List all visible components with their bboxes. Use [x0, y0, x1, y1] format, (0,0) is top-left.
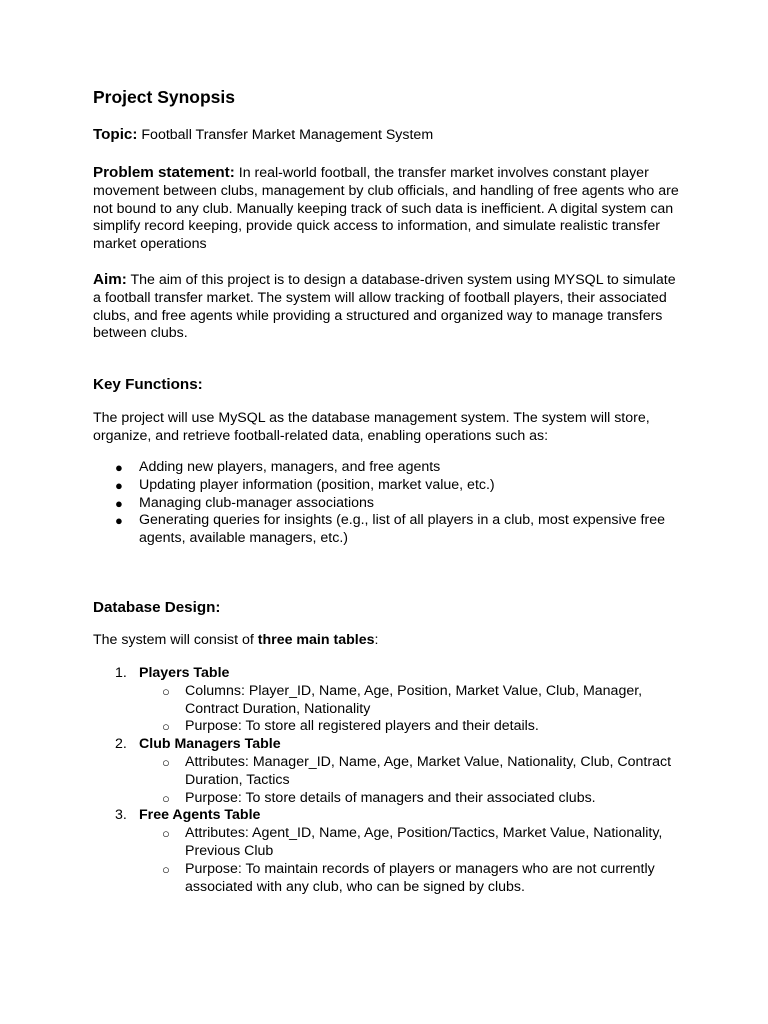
list-item	[93, 459, 683, 477]
list-item-text: Adding new players, managers, and free agents	[139, 459, 441, 475]
intro-text: The system will consist of	[93, 632, 258, 648]
bullet-icon: ●	[115, 460, 123, 475]
bullet-icon: ●	[115, 495, 123, 511]
table-item-club-managers	[93, 736, 683, 754]
topic-line	[93, 126, 683, 145]
table-item-free-agents	[93, 807, 683, 825]
sub-list-item-text: Purpose: To store all registered players and their details.	[185, 718, 539, 735]
circle-bullet-icon: ○	[162, 683, 170, 699]
sub-list-item-text: Purpose: To store details of managers and their associated clubs.	[185, 789, 596, 806]
list-number: 2.	[115, 736, 127, 753]
circle-bullet-icon: ○	[162, 719, 170, 735]
list-item	[93, 512, 683, 548]
sub-list-item	[93, 861, 683, 897]
sub-list-item	[93, 718, 683, 736]
sub-list-item	[93, 825, 683, 861]
sub-list-item-text: Attributes: Agent_ID, Name, Age, Position/Tactics, Market Value, Nationality, Previous Club	[185, 825, 663, 859]
circle-bullet-icon: ○	[162, 861, 170, 877]
list-item-text: Managing club-manager associations	[139, 494, 375, 511]
problem-statement-label: Problem statement:	[93, 164, 235, 181]
sub-list-item	[93, 683, 683, 719]
aim-paragraph	[93, 271, 683, 343]
list-item	[93, 477, 683, 495]
table-item-players	[93, 665, 683, 683]
intro-bold-text: three main tables	[257, 632, 375, 648]
table-name: Club Managers Table	[139, 736, 281, 753]
key-functions-list	[93, 459, 683, 548]
list-number: 3.	[115, 807, 127, 824]
circle-bullet-icon: ○	[162, 826, 170, 842]
sub-list-item	[93, 790, 683, 808]
list-item-text: Updating player information (position, market value, etc.)	[139, 476, 495, 493]
circle-bullet-icon: ○	[162, 754, 170, 770]
bullet-icon: ●	[115, 513, 123, 529]
list-item	[93, 495, 683, 513]
key-functions-intro: The project will use MySQL as the database management system. The system will store, organize, and retrieve football-related data, enabling operations such as:	[93, 410, 650, 444]
sub-list-item-text: Attributes: Manager_ID, Name, Age, Market Value, Nationality, Club, Contract Duration, Tactics	[185, 753, 672, 788]
tables-list	[93, 665, 683, 896]
intro-punctuation: :	[374, 632, 379, 648]
sub-list-item	[93, 754, 683, 790]
aim-text: The aim of this project is to design a database-driven system using MYSQL to simulate a football transfer market. The system will allow tracking of football players, their associated clubs, and free agents while providing a structured and organized way to manage transfers between clubs.	[93, 272, 676, 342]
problem-statement-paragraph	[93, 164, 683, 254]
sub-list-item-text: Purpose: To maintain records of players or managers who are not currently associated with any club, who can be signed by clubs.	[185, 860, 655, 895]
key-functions-heading: Key Functions:	[93, 376, 203, 393]
table-name: Players Table	[139, 665, 230, 681]
database-design-intro	[93, 632, 683, 650]
circle-bullet-icon: ○	[162, 790, 170, 806]
topic-text: Football Transfer Market Management System	[141, 127, 434, 143]
sub-list-item-text: Columns: Player_ID, Name, Age, Position, Market Value, Club, Manager, Contract Duration, Nationality	[185, 682, 643, 717]
problem-statement-text: In real-world football, the transfer market involves constant player movement between clubs, management by club officials, and handling of free agents who are not bound to any club. Manually keeping track of such data is inefficient. A digital system can simplify record keeping, provide quick access to information, and simulate realistic transfer market operations	[93, 165, 679, 253]
document-title: Project Synopsis	[93, 87, 235, 107]
table-name: Free Agents Table	[139, 807, 261, 824]
aim-label: Aim:	[93, 271, 127, 288]
topic-label: Topic:	[93, 126, 138, 143]
bullet-icon: ●	[115, 477, 123, 493]
list-item-text: Generating queries for insights (e.g., list of all players in a club, most expensive free agents, available managers, etc.)	[139, 512, 665, 547]
database-design-heading: Database Design:	[93, 599, 221, 616]
list-number: 1.	[115, 665, 127, 681]
